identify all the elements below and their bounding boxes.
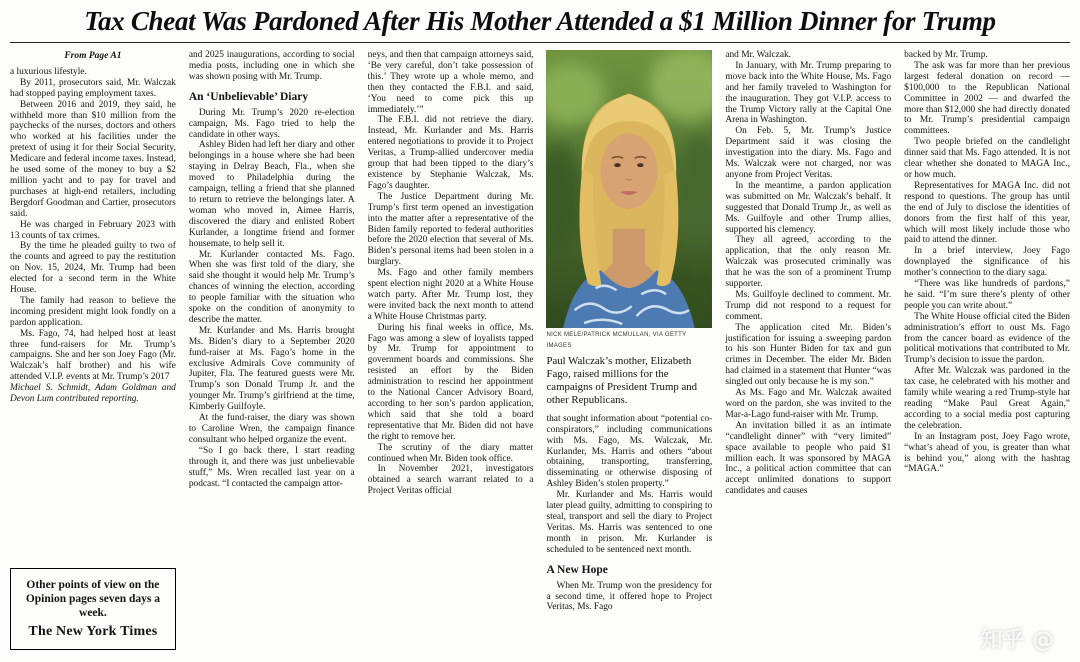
paragraph: and Mr. Walczak. (725, 50, 792, 60)
paragraph: In January, with Mr. Trump preparing to move back into the White House, Ms. Fago and her family traveled to Washington for the inauguration. They got V.I.P. access to the Trump Victory rally at the Capital One Arena in Washington. (725, 60, 892, 126)
from-page-label: From Page A1 (64, 51, 122, 61)
column-6 (904, 50, 1070, 650)
paragraph: backed by Mr. Trump. (904, 50, 988, 60)
promo-text: Other points of view on the Opinion pages seven days a week. (25, 579, 161, 619)
article-columns (10, 50, 1070, 650)
column-4 (546, 50, 712, 650)
column-2 (189, 50, 355, 650)
photo-credit: NICK MELE/PATRICK MCMULLAN, VIA GETTY IMAGES (546, 332, 687, 349)
paragraph: Ashley Biden had left her diary and other belongings in a house where she had been staying in Delray Beach, Fla., when she moved to Philadelphia during the campaign, telling a friend that she planned to return to retrieve the belongings later. A woman who moved in, Aimee Harris, discovered the diary and enlisted Robert Kurlander, a longtime friend and former housemate, to help sell it. (188, 140, 355, 249)
paragraph: At the fund-raiser, the diary was shown to Caroline Wren, the campaign finance consultant who helped organize the event. (188, 413, 355, 445)
paragraph: The F.B.I. did not retrieve the diary. Instead, Mr. Kurlander and Ms. Harris entered negotiations to provide it to Project Veritas, a Trump-allied undercover media group that had been tipped to the diary’s existence by Stephanie Walczak, Ms. Fago’s daughter. (367, 115, 534, 191)
article-photo (546, 50, 712, 407)
section-heading: An ‘Unbelievable’ Diary (188, 90, 309, 103)
paragraph: a luxurious lifestyle. (10, 66, 87, 77)
paragraph: The Justice Department during Mr. Trump’s first term opened an investigation into the matter after a representative of the Biden family reported to federal authorities before the 2020 election that several of Ms. Biden’s personal items had been stolen in a burglary. (367, 191, 534, 268)
paragraph: The White House official cited the Biden administration’s effort to oust Ms. Fago from the cancer board as evidence of the political motivations that contributed to Mr. Trump’s decision to issue the pardon. (904, 311, 1070, 366)
paragraph: Ms. Fago and other family members spent election night 2020 at a White House watch party. After Mr. Trump lost, they were invited back the next month to attend a White House Christmas party. (367, 268, 534, 322)
paragraph: Between 2016 and 2019, they said, he withheld more than $10 million from the paychecks of the nurses, doctors and others who worked at his facilities under the pretext of using it for their Social Security, Medicare and federal income taxes. Instead, he used some of the money to buy a $2 million yacht and to pay for travel and purchases at high-end retailers, including Bergdorf Goodman and Cartier, prosecutors said. (10, 99, 176, 219)
photo-caption: Paul Walczak’s mother, Elizabeth Fago, raised millions for the campaigns of President Trump and other Republicans. (546, 354, 698, 406)
column-5 (725, 50, 891, 650)
paragraph: that sought information about “potential co-conspirators,” including communications with Ms. Fago, Ms. Walczak, Mr. Kurlander, Ms. Harris and others “about obtaining, transporting, transferring, disseminating or otherwise disposing of Ashley Biden’s stolen property.” (546, 413, 713, 490)
paragraph: Two people briefed on the candlelight dinner said that Ms. Fago attended. It is not clear whether she donated to MAGA Inc., or how much. (904, 137, 1070, 180)
column-1 (10, 50, 176, 650)
paragraph: The family had reason to believe the incoming president might look fondly on a pardon application. (10, 295, 176, 328)
zhihu-watermark: 知乎 @ (980, 628, 1054, 653)
paragraph: After Mr. Walczak was pardoned in the tax case, he celebrated with his mother and family while wearing a red Trump-style hat reading “Make Paul Great Again,” according to a social media post capturing the celebration. (904, 366, 1070, 431)
paragraph: By 2011, prosecutors said, Mr. Walczak had stopped paying employment taxes. (10, 77, 176, 99)
paragraph: Ms. Guilfoyle declined to comment. Mr. Trump did not respond to a request for comment. (725, 289, 892, 322)
opinion-promo-box (10, 568, 176, 650)
photo-caption-block (546, 330, 712, 407)
paragraph: In an Instagram post, Joey Fago wrote, “what’s ahead of you, is greater than what is behind you,” along with the hashtag “MAGA.” (904, 431, 1070, 475)
paragraph: In the meantime, a pardon application was submitted on Mr. Walczak’s behalf. It suggested that Donald Trump Jr., as well as Ms. Guilfoyle and other Trump allies, supported his clemency. (725, 180, 892, 235)
paragraph: On Feb. 5, Mr. Trump’s Justice Department said it was closing the investigation into the diary. Ms. Fago and Ms. Walczak were not charged, nor was anyone from Project Veritas. (725, 126, 892, 180)
paragraph: He was charged in February 2023 with 13 counts of tax crimes. (10, 219, 176, 241)
nyt-masthead-logo: The New York Times (28, 624, 158, 639)
paragraph: Mr. Kurlander and Ms. Harris would later plead guilty, admitting to conspiring to steal, transport and sell the diary to Project Veritas. Ms. Harris was sentenced to one month in prison. Mr. Kurlander is scheduled to be sentenced next month. (546, 490, 713, 555)
paragraph: The scrutiny of the diary matter continued when Mr. Biden took office. (367, 442, 534, 464)
paragraph: In November 2021, investigators obtained a search warrant related to a Project Veritas official (367, 464, 534, 497)
paragraph: In a brief interview, Joey Fago downplayed the significance of his mother’s connection to the diary saga. (904, 246, 1070, 279)
photo-elizabeth-fago (546, 50, 712, 328)
paragraph: “So I go back there, I start reading through it, and there was just unbelievable stuff,” Ms. Wren recalled last year on a podcast. “I contacted the campaign attor- (188, 445, 355, 489)
paragraph: Representatives for MAGA Inc. did not respond to questions. The group has until the end of July to disclose the identities of donors from the first half of this year, which will most likely include those who paid to attend the dinner. (904, 180, 1070, 246)
paragraph: The application cited Mr. Biden’s justification for issuing a sweeping pardon to his son Hunter Biden for tax and gun crimes in December. The elder Mr. Biden had claimed in a statement that Hunter “was singled out only because he is my son.” (725, 322, 892, 388)
column-3 (368, 50, 534, 650)
paragraph: neys, and then that campaign attorneys said, ‘Be very careful, don’t take possession of this.’ They wrote up a whole memo, and then they contacted the F.B.I. and said, ‘You need to come pick this up immediately.’” (367, 50, 534, 115)
paragraph: As Ms. Fago and Mr. Walczak awaited word on the pardon, she was invited to the Mar-a-Lago fund-raiser with Mr. Trump. (725, 388, 892, 420)
section-heading: A New Hope (546, 563, 608, 576)
paragraph: By the time he pleaded guilty to two of the counts and agreed to pay the restitution on Nov. 15, 2024, Mr. Trump had been elected for a second term in the White House. (10, 241, 176, 296)
paragraph: During his final weeks in office, Ms. Fago was among a slew of loyalists tapped by Mr. Trump for appointment to government boards and commissions. She resisted an effort by the Biden administration to rescind her appointment to the National Cancer Advisory Board, according to her son’s pardon application, which said that she told a board representative that Mr. Biden did not have the right to remove her. (367, 322, 534, 442)
headline: Tax Cheat Was Pardoned After His Mother Attended a $1 Million Dinner for Trump (84, 6, 996, 36)
paragraph: They all agreed, according to the application, that the only reason Mr. Walczak was prosecuted criminally was that he was the son of a prominent Trump supporter. (725, 235, 892, 290)
headline-rule (10, 42, 1070, 43)
paragraph: Mr. Kurlander and Ms. Harris brought Ms. Biden’s diary to a September 2020 fund-raiser at Ms. Fago’s home in the exclusive Admirals Cove community of Jupiter, Fla. The featured guests were Mr. Trump’s son Donald Trump Jr. and the younger Mr. Trump’s girlfriend at the time, Kimberly Guilfoyle. (188, 325, 355, 413)
paragraph: The ask was far more than her previous largest federal donation on record — $100,000 to the Republican National Committee in 2002 — and dwarfed the more than $12,000 she had directly donated to Mr. Trump’s presidential campaign committees. (904, 60, 1070, 137)
paragraph: An invitation billed it as an intimate “candlelight dinner” with “very limited” space available to people who paid $1 million each. It was sponsored by MAGA Inc., a political action committee that can accept unlimited donations to support candidates and causes (725, 420, 892, 497)
paragraph: When Mr. Trump won the presidency for a second time, it offered hope to Project Veritas, Ms. Fago (546, 580, 713, 613)
paragraph: During Mr. Trump’s 2020 re-election campaign, Ms. Fago tried to help the candidate in other ways. (188, 107, 355, 140)
paragraph: and 2025 inaugurations, according to social media posts, including one in which she was shown posing with Mr. Trump. (188, 50, 355, 82)
paragraph: Ms. Fago, 74, had helped host at least three fund-raisers for Mr. Trump’s campaigns. She and her son Joey Fago (Mr. Walczak’s half brother) and his wife attended V.I.P. events at Mr. Trump’s 2017 (10, 328, 176, 383)
paragraph: “There was like hundreds of pardons,” he said. “I’m sure there’s plenty of other people you can write about.” (904, 279, 1070, 311)
reporting-credit: Michael S. Schmidt, Adam Goldman and Devon Lum contributed reporting. (10, 383, 176, 405)
paragraph: Mr. Kurlander contacted Ms. Fago. When she was first told of the diary, she said she thought it would help Mr. Trump’s chances of winning the election, according to people familiar with the situation who spoke on the condition of anonymity to describe the matter. (188, 249, 355, 325)
